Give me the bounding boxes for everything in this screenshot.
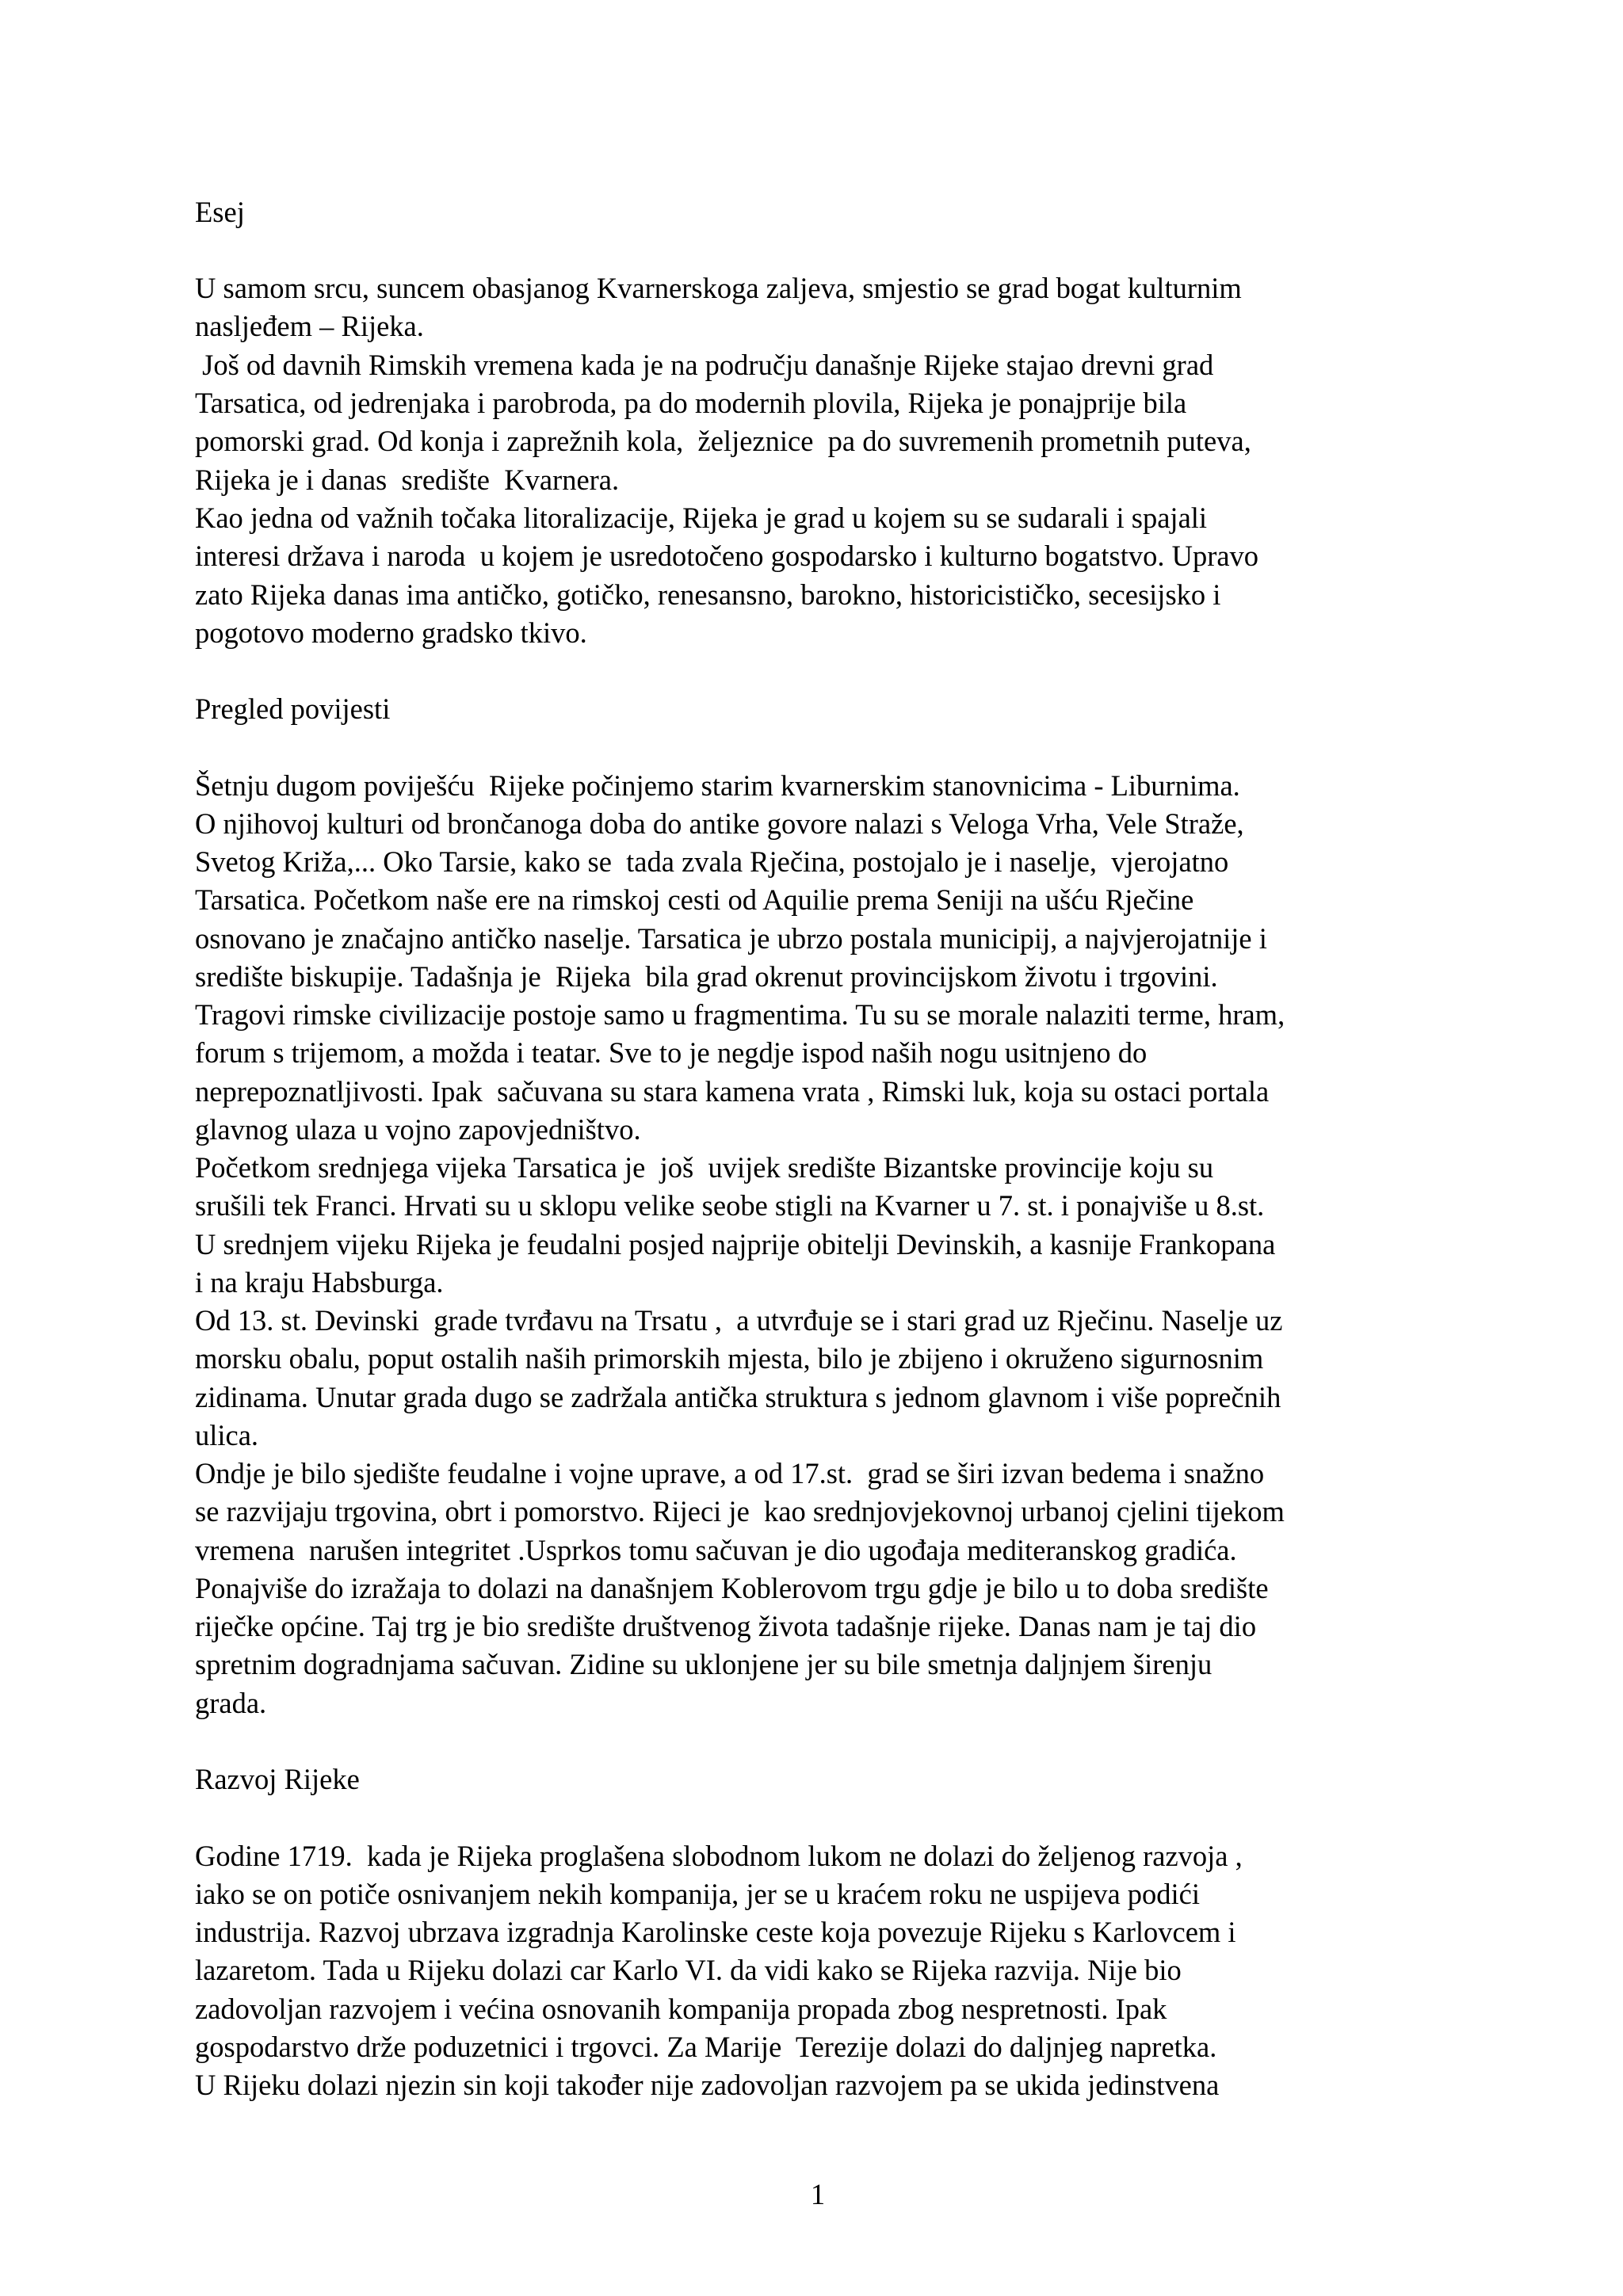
text-line: pomorski grad. Od konja i zaprežnih kola, željeznice pa do suvremenih prometnih puteva,: [195, 425, 1251, 457]
text-line: zadovoljan razvojem i većina osnovanih kompanija propada zbog nespretnosti. Ipak: [195, 1993, 1167, 2025]
text-line: neprepoznatljivosti. Ipak sačuvana su stara kamena vrata , Rimski luk, koja su ostaci portala: [195, 1075, 1270, 1108]
text-line: Kao jedna od važnih točaka litoralizacije, Rijeka je grad u kojem su se sudarali i spajali: [195, 502, 1208, 534]
text-line: morsku obalu, poput ostalih naših primorskih mjesta, bilo je zbijeno i okruženo sigurnosnim: [195, 1342, 1264, 1375]
text-line: iako se on potiče osnivanjem nekih kompanija, jer se u kraćem roku ne uspijeva podići: [195, 1878, 1201, 1910]
text-line: grada.: [195, 1687, 267, 1719]
text-line: Godine 1719. kada je Rijeka proglašena slobodnom lukom ne dolazi do željenog razvoja ,: [195, 1840, 1243, 1872]
text-line: srušili tek Franci. Hrvati su u sklopu velike seobe stigli na Kvarner u 7. st. i ponajviše u 8.st.: [195, 1189, 1265, 1222]
text-line: interesi država i naroda u kojem je usredotočeno gospodarsko i kulturno bogatstvo. Upravo: [195, 540, 1259, 572]
text-line: Tragovi rimske civilizacije postoje samo u fragmentima. Tu su se morale nalaziti terme, hram,: [195, 998, 1285, 1031]
page-number: 1: [810, 2178, 826, 2210]
text-line: Tarsatica, od jedrenjaka i parobroda, pa do modernih plovila, Rijeka je ponajprije bila: [195, 387, 1187, 419]
text-line: nasljeđem – Rijeka.: [195, 310, 424, 342]
text-line: U Rijeku dolazi njezin sin koji također nije zadovoljan razvojem pa se ukida jedinstvena: [195, 2069, 1220, 2101]
text-line: i na kraju Habsburga.: [195, 1266, 444, 1299]
text-line: gospodarstvo drže poduzetnici i trgovci. Za Marije Terezije dolazi do daljnjeg napretka.: [195, 2031, 1217, 2063]
text-line: O njihovoj kulturi od brončanoga doba do antike govore nalazi s Veloga Vrha, Vele Straže,: [195, 807, 1244, 840]
text-line: vremena narušen integritet .Usprkos tomu sačuvan je dio ugođaja mediteranskog gradića.: [195, 1534, 1237, 1566]
text-line: zidinama. Unutar grada dugo se zadržala antička struktura s jednom glavnom i više poprečnih: [195, 1381, 1281, 1413]
text-line: Šetnju dugom poviješću Rijeke počinjemo starim kvarnerskim stanovnicima - Liburnima.: [195, 769, 1240, 802]
text-line: U samom srcu, suncem obasjanog Kvarnerskoga zaljeva, smjestio se grad bogat kulturnim: [195, 272, 1242, 304]
text-line: lazaretom. Tada u Rijeku dolazi car Karlo VI. da vidi kako se Rijeka razvija. Nije bio: [195, 1954, 1182, 1986]
text-line: se razvijaju trgovina, obrt i pomorstvo. Rijeci je kao srednjovjekovnoj urbanoj cjelini tijekom: [195, 1495, 1285, 1527]
text-line: Od 13. st. Devinski grade tvrđavu na Trsatu , a utvrđuje se i stari grad uz Rječinu. Naselje uz: [195, 1304, 1283, 1337]
section-heading: Razvoj Rijeke: [195, 1763, 360, 1795]
text-line: glavnog ulaza u vojno zapovjedništvo.: [195, 1113, 641, 1146]
text-line: osnovano je značajno antičko naselje. Tarsatica je ubrzo postala municipij, a najvjerojatnije i: [195, 922, 1267, 955]
text-line: industrija. Razvoj ubrzava izgradnja Karolinske ceste koja povezuje Rijeku s Karlovcem i: [195, 1916, 1236, 1948]
text-line: forum s trijemom, a možda i teatar. Sve to je negdje ispod naših nogu usitnjeno do: [195, 1036, 1148, 1069]
text-line: pogotovo moderno gradsko tkivo.: [195, 616, 587, 649]
text-line: ulica.: [195, 1419, 259, 1451]
text-line: središte biskupije. Tadašnja je Rijeka bila grad okrenut provincijskom životu i trgovini.: [195, 960, 1218, 993]
text-line: zato Rijeka danas ima antičko, gotičko, renesansno, barokno, historicističko, secesijsko i: [195, 578, 1221, 611]
text-line: U srednjem vijeku Rijeka je feudalni posjed najprije obitelji Devinskih, a kasnije Frankopana: [195, 1228, 1276, 1261]
text-line: Svetog Križa,... Oko Tarsie, kako se tada zvala Rječina, postojalo je i naselje, vjerojatno: [195, 845, 1229, 878]
text-line: Ponajviše do izražaja to dolazi na današnjem Koblerovom trgu gdje je bilo u to doba središte: [195, 1572, 1269, 1604]
text-line: riječke općine. Taj trg je bio središte društvenog života tadašnje rijeke. Danas nam je taj dio: [195, 1610, 1257, 1642]
text-line: spretnim dogradnjama sačuvan. Zidine su uklonjene jer su bile smetnja daljnjem širenju: [195, 1648, 1212, 1680]
section-heading: Pregled povijesti: [195, 692, 391, 725]
text-line: Još od davnih Rimskih vremena kada je na području današnje Rijeke stajao drevni grad: [195, 349, 1214, 381]
text-line: Početkom srednjega vijeka Tarsatica je još uvijek središte Bizantske provincije koju su: [195, 1151, 1214, 1184]
text-line: Tarsatica. Početkom naše ere na rimskoj cesti od Aquilie prema Seniji na ušću Rječine: [195, 883, 1194, 916]
document-title: Esej: [195, 196, 245, 228]
text-line: Rijeka je i danas središte Kvarnera.: [195, 463, 620, 496]
text-line: Ondje je bilo sjedište feudalne i vojne uprave, a od 17.st. grad se širi izvan bedema i snažno: [195, 1457, 1265, 1489]
